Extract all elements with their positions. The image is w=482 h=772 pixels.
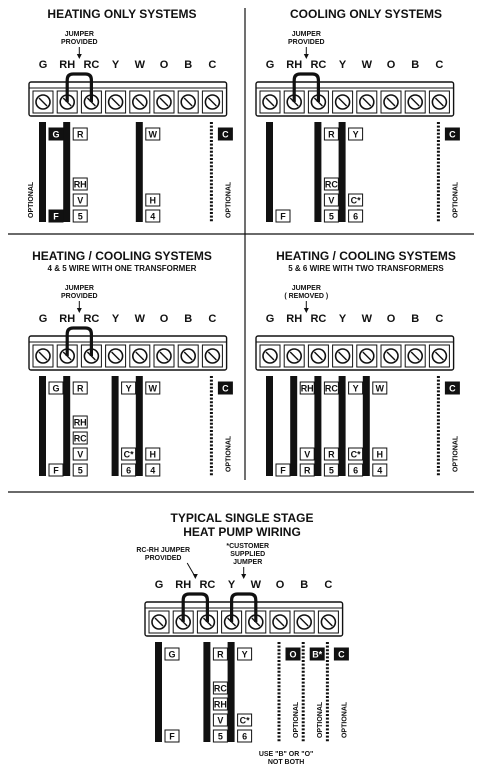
terminal-label: O [159, 313, 169, 325]
wire-stack-label: C* [350, 195, 361, 206]
terminal-label: B [300, 579, 309, 591]
wire-top-label: W [375, 383, 385, 394]
wire-stack-label: R [303, 465, 311, 476]
terminal-label: RC [83, 313, 100, 325]
wire-g [28, 122, 63, 222]
terminal-label: C [208, 313, 217, 325]
wire-stack-label: 6 [126, 465, 132, 476]
terminal-label: RH [286, 313, 303, 325]
wire-stack-label: H [376, 449, 384, 460]
wire-top-label: B* [312, 649, 323, 660]
terminal-label: Y [111, 59, 120, 71]
wire-stack-label: 6 [353, 211, 359, 222]
wire-stack-label: H [149, 449, 157, 460]
wire-stack-label: RC [73, 433, 87, 444]
terminal-label: W [361, 59, 372, 71]
terminal-label: RH [59, 313, 76, 325]
wire-top-label: O [289, 649, 297, 660]
terminal-label: Y [338, 59, 347, 71]
wire-y [339, 376, 363, 476]
wire-solid [363, 376, 370, 476]
panel-subtitle: 4 & 5 WIRE WITH ONE TRANSFORMER [47, 264, 197, 273]
terminal-label: RC [310, 313, 327, 325]
wire-top-label: C [222, 383, 229, 394]
wire-c [438, 122, 459, 222]
wire-b [303, 642, 324, 742]
terminal-label: B [411, 313, 420, 325]
wire-top-label: G [168, 649, 176, 660]
wire-solid [63, 122, 70, 222]
panel-title: HEATING ONLY SYSTEMS [47, 7, 197, 21]
wire-top-label: Y [352, 383, 359, 394]
wire-stack-label: C* [123, 449, 134, 460]
terminal-label: C [435, 313, 444, 325]
wire-solid [266, 376, 273, 476]
wire-solid [290, 376, 297, 476]
terminal-label: O [386, 313, 396, 325]
wire-top-label: Y [241, 649, 248, 660]
terminal-label: Y [111, 313, 120, 325]
panel-1 [28, 7, 232, 222]
panel-title: HEATING / COOLING SYSTEMS [32, 249, 212, 263]
wire-bottom-label: F [169, 731, 175, 742]
wire-solid [155, 642, 162, 742]
wire-top-label: R [328, 129, 335, 140]
optional-label: OPTIONAL [452, 435, 460, 472]
terminal-label: RH [175, 579, 192, 591]
wire-stack-label: 5 [77, 465, 83, 476]
panel-title: HEATING / COOLING SYSTEMS [276, 249, 456, 263]
panel-2 [256, 7, 459, 222]
panel-title: COOLING ONLY SYSTEMS [289, 7, 443, 21]
arrow-head [77, 308, 82, 313]
wire-solid [314, 122, 321, 222]
terminal-label: O [159, 59, 169, 71]
wire-top-label: G [52, 383, 60, 394]
arrow-head [304, 308, 309, 313]
panel-3 [29, 249, 232, 476]
wire-stack-label: RC [324, 179, 338, 190]
terminal-label: RC [83, 59, 100, 71]
wire-top-label: RC [324, 383, 338, 394]
terminal-label: B [184, 313, 193, 325]
footnote: USE "B" OR "O" [258, 751, 314, 758]
terminal-label: G [154, 579, 164, 591]
wire-stack-label: RH [73, 417, 87, 428]
optional-label: OPTIONAL [225, 435, 233, 472]
wire-rh [63, 376, 87, 476]
optional-label: OPTIONAL [452, 181, 460, 218]
panels [28, 7, 459, 766]
wire-bottom-label: F [53, 211, 59, 222]
wire-stack-label: 5 [328, 465, 334, 476]
wire-top-label: C [338, 649, 345, 660]
terminal-label: W [134, 313, 145, 325]
wire-stack-label: V [77, 195, 84, 206]
wire-y [228, 642, 252, 742]
wire-y [339, 122, 363, 222]
wire-top-label: Y [125, 383, 132, 394]
terminal-label: W [250, 579, 261, 591]
wire-w [136, 122, 160, 222]
wire-g [266, 122, 290, 222]
jumper2-label: *CUSTOMER [226, 543, 270, 550]
terminal-label: RH [286, 59, 303, 71]
wire-rh [290, 376, 314, 476]
terminal-label: W [361, 313, 372, 325]
wire-stack-label: 6 [242, 731, 248, 742]
wire-top-label: R [76, 383, 84, 394]
wire-top-label: R [76, 129, 84, 140]
jumper-label: PROVIDED [288, 39, 325, 46]
jumper-label: ( REMOVED ) [284, 293, 329, 300]
jumper-label: PROVIDED [144, 555, 182, 562]
jumper-label: PROVIDED [61, 39, 98, 46]
wire-top-label: C [449, 129, 456, 140]
wire-rc [314, 376, 338, 476]
wire-top-label: W [148, 383, 158, 394]
wire-w [136, 376, 160, 476]
optional-label: OPTIONAL [341, 701, 349, 738]
wire-stack-label: V [77, 449, 84, 460]
terminal-label: O [386, 59, 396, 71]
wire-stack-label: V [328, 195, 335, 206]
wire-g [39, 376, 63, 476]
terminal-label: RC [310, 59, 327, 71]
wire-solid [228, 642, 235, 742]
wire-rh [63, 122, 87, 222]
jumper-label: JUMPER [291, 285, 321, 292]
wire-rc [203, 642, 227, 742]
wire-bottom-label: F [280, 465, 286, 476]
jumper2-label: SUPPLIED [230, 551, 266, 558]
panel-5 [136, 511, 348, 766]
wire-g [266, 376, 290, 476]
optional-label: OPTIONAL [293, 701, 300, 738]
arrow-head [77, 54, 82, 59]
optional-label: OPTIONAL [225, 181, 233, 218]
wire-stack-label: 5 [217, 731, 223, 742]
terminal-label: C [208, 59, 217, 71]
terminal-label: W [134, 59, 145, 71]
wire-c [327, 642, 348, 742]
wire-bottom-label: F [53, 465, 59, 476]
terminal-label: B [411, 59, 420, 71]
jumper-label: PROVIDED [61, 293, 98, 300]
wire-top-label: Y [352, 129, 359, 140]
terminal-label: B [184, 59, 193, 71]
wire-solid [136, 122, 143, 222]
arrow-head [241, 574, 246, 579]
wire-c [211, 122, 232, 222]
wire-solid [112, 376, 119, 476]
wire-w [363, 376, 387, 476]
wire-stack-label: C* [350, 449, 361, 460]
terminal-label: G [38, 59, 48, 71]
wire-stack-label: H [149, 195, 157, 206]
panel-title-2: HEAT PUMP WIRING [183, 525, 301, 539]
jumper-label: JUMPER [64, 285, 94, 292]
jumper-label: JUMPER [64, 31, 94, 38]
wire-stack-label: RH [213, 699, 227, 710]
wire-stack-label: RH [73, 179, 87, 190]
wire-stack-label: 4 [150, 465, 156, 476]
wire-top-label: R [217, 649, 224, 660]
terminal-label: Y [338, 313, 347, 325]
wire-stack-label: V [217, 715, 224, 726]
wire-solid [63, 376, 70, 476]
wire-stack-label: 4 [150, 211, 156, 222]
wire-solid [39, 376, 46, 476]
terminal-label: G [38, 313, 48, 325]
optional-label: OPTIONAL [28, 181, 35, 218]
wire-stack-label: 5 [77, 211, 83, 222]
wire-bottom-label: F [280, 211, 286, 222]
wire-o [279, 642, 300, 742]
wire-stack-label: 6 [353, 465, 359, 476]
wire-rc [314, 122, 338, 222]
footnote: NOT BOTH [267, 759, 305, 766]
wire-g [155, 642, 179, 742]
arrow-head [193, 574, 198, 579]
wire-solid [266, 122, 273, 222]
wire-solid [314, 376, 321, 476]
wire-top-label: G [52, 129, 60, 140]
wire-stack-label: 5 [328, 211, 334, 222]
wire-stack-label: RC [213, 683, 227, 694]
wire-stack-label: C* [239, 715, 250, 726]
wire-top-label: C [222, 129, 229, 140]
wire-y [112, 376, 136, 476]
panel-4 [256, 249, 459, 476]
wire-stack-label: V [304, 449, 311, 460]
wire-solid [136, 376, 143, 476]
optional-label: OPTIONAL [317, 701, 325, 738]
wire-top-label: RH [300, 383, 314, 394]
terminal-label: G [265, 59, 275, 71]
wire-solid [339, 122, 346, 222]
jumper-label: JUMPER [291, 31, 321, 38]
arrow-head [304, 54, 309, 59]
terminal-label: G [265, 313, 275, 325]
terminal-label: C [435, 59, 444, 71]
wire-c [211, 376, 232, 476]
panel-subtitle: 5 & 6 WIRE WITH TWO TRANSFORMERS [288, 264, 444, 273]
wire-stack-label: 4 [377, 465, 383, 476]
jumper-label: RC-RH JUMPER [136, 547, 191, 554]
terminal-label: RH [59, 59, 76, 71]
wire-solid [39, 122, 46, 222]
wire-top-label: C [449, 383, 456, 394]
wire-solid [339, 376, 346, 476]
wire-solid [203, 642, 210, 742]
panel-title: TYPICAL SINGLE STAGE [170, 511, 314, 525]
wire-c [438, 376, 459, 476]
terminal-label: C [324, 579, 333, 591]
wire-stack-label: R [328, 449, 335, 460]
terminal-label: RC [199, 579, 216, 591]
terminal-label: Y [227, 579, 236, 591]
terminal-label: O [275, 579, 285, 591]
jumper2-label: JUMPER [233, 559, 263, 566]
wire-top-label: W [148, 129, 158, 140]
